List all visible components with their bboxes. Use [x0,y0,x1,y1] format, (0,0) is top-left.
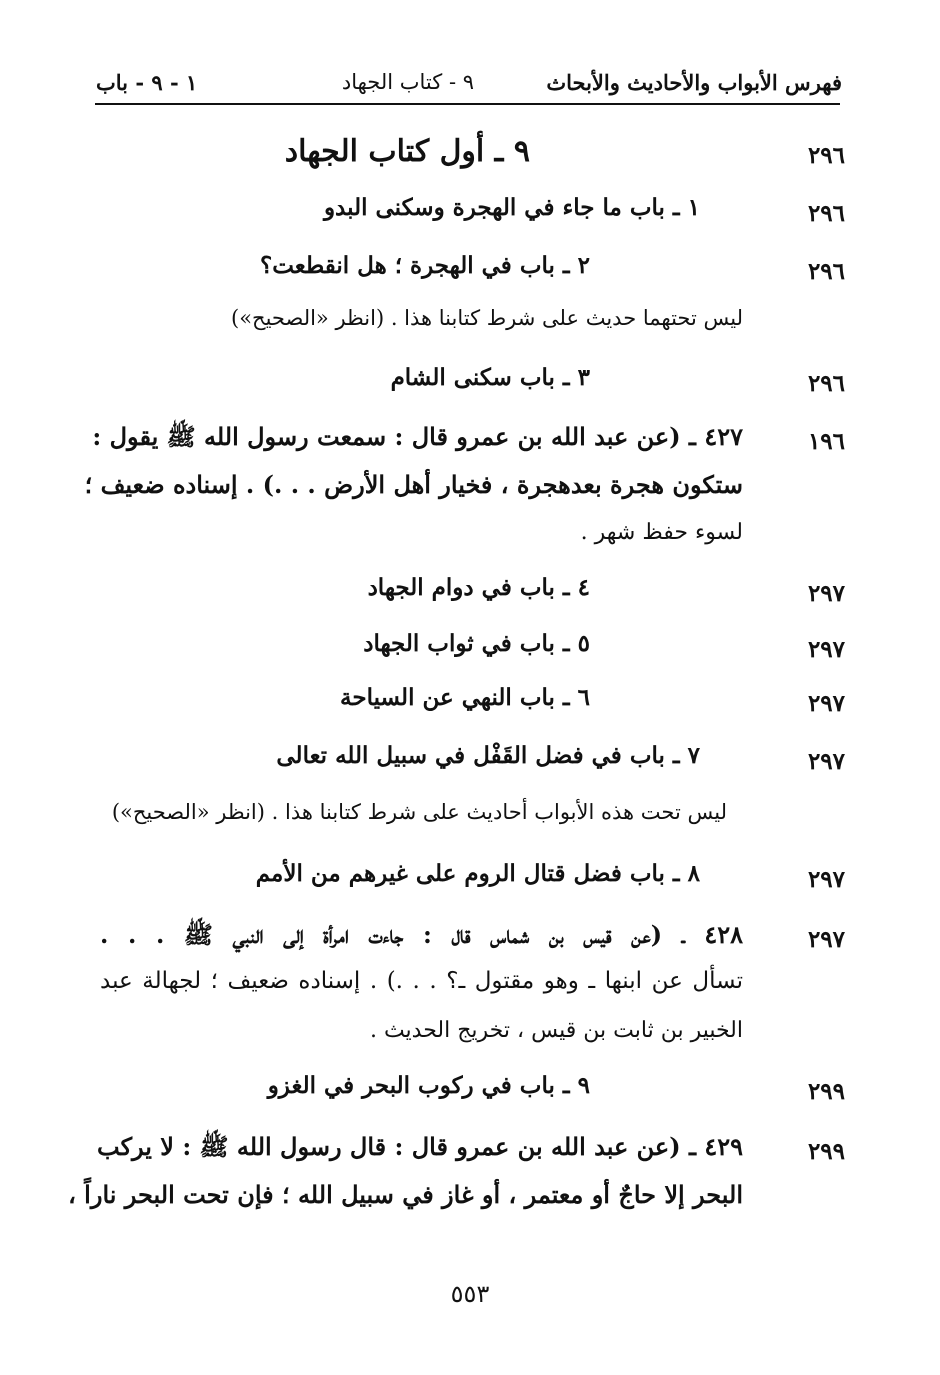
index-entry-hadith [84,422,845,558]
page-ref: ٢٩٧ [807,866,845,893]
page-ref: ٢٩٧ [807,926,845,953]
header-rule [95,103,840,105]
page-ref: ٢٩٦ [807,200,845,227]
page-ref: ٢٩٩ [807,1078,845,1105]
section-title: ١ ـ باب ما جاء في الهجرة وسكنى البدو [323,194,700,221]
section-title: ٣ ـ باب سكنى الشام [390,364,590,391]
index-entry-hadith [68,1132,845,1228]
page-number: ٥٥٣ [450,1280,490,1308]
page-ref: ٢٩٩ [807,1138,845,1165]
note-text: ليس تحتهما حديث على شرط كتابنا هذا . (انظر «الصحيح») [231,306,743,330]
hadith-line: البحر إلا حاجٌ أو معتمر ، أو غاز في سبيل الله ؛ فإن تحت البحر ناراً ، [68,1180,743,1209]
page-ref: ٢٩٧ [807,580,845,607]
index-note [100,306,845,336]
section-title: ٥ ـ باب في ثواب الجهاد [363,630,590,657]
page-ref: ٢٩٧ [807,636,845,663]
page-ref: ٢٩٦ [807,258,845,285]
index-entry-hadith [100,920,845,1056]
section-title: ٤ ـ باب في دوام الجهاد [367,574,590,601]
hadith-line: ستكون هجرة بعدهجرة ، فخيار أهل الأرض . . .) . إسناده ضعيف ؛ [84,470,743,499]
section-title: ٢ ـ باب في الهجرة ؛ هل انقطعت؟ [259,252,590,279]
hadith-line: ٤٢٨ ـ (عن قيس بن شماس قال : جاءت امرأة إلى النبي ﷺ . . . [100,920,743,949]
hadith-line: الخبير بن ثابت بن قيس ، تخريج الحديث . [369,1018,743,1043]
section-title: ٨ ـ باب فضل قتال الروم على غيرهم من الأمم [255,860,700,887]
running-head-title: فهرس الأبواب والأحاديث والأبحاث [546,70,842,95]
index-note [100,800,845,830]
page-ref: ١٩٦ [807,428,845,455]
note-text: ليس تحت هذه الأبواب أحاديث على شرط كتابنا هذا . (انظر «الصحيح») [111,800,727,824]
running-head-range: ١ - ٩ - باب [96,70,198,95]
hadith-line: ٤٢٧ ـ (عن عبد الله بن عمرو قال : سمعت رسول الله ﷺ يقول : [92,422,743,451]
section-title: ٩ ـ باب في ركوب البحر في الغزو [267,1072,590,1099]
running-head-chapter: ٩ - كتاب الجهاد [341,70,474,94]
page-ref: ٢٩٦ [807,142,845,169]
hadith-line: تسأل عن ابنها ـ وهو مقتول ـ؟ . . .) . إسناده ضعيف ؛ لجهالة عبد [100,968,743,994]
page-ref: ٢٩٧ [807,690,845,717]
chapter-title: ٩ ـ أول كتاب الجهاد [284,134,530,169]
hadith-line: ٤٢٩ ـ (عن عبد الله بن عمرو قال : قال رسول الله ﷺ : لا يركب [97,1132,743,1161]
section-title: ٦ ـ باب النهي عن السياحة [340,684,590,711]
hadith-line: لسوء حفظ شهر . [580,520,743,545]
page-ref: ٢٩٦ [807,370,845,397]
page-ref: ٢٩٧ [807,748,845,775]
section-title: ٧ ـ باب في فضل القَفْل في سبيل الله تعالى [276,742,700,769]
